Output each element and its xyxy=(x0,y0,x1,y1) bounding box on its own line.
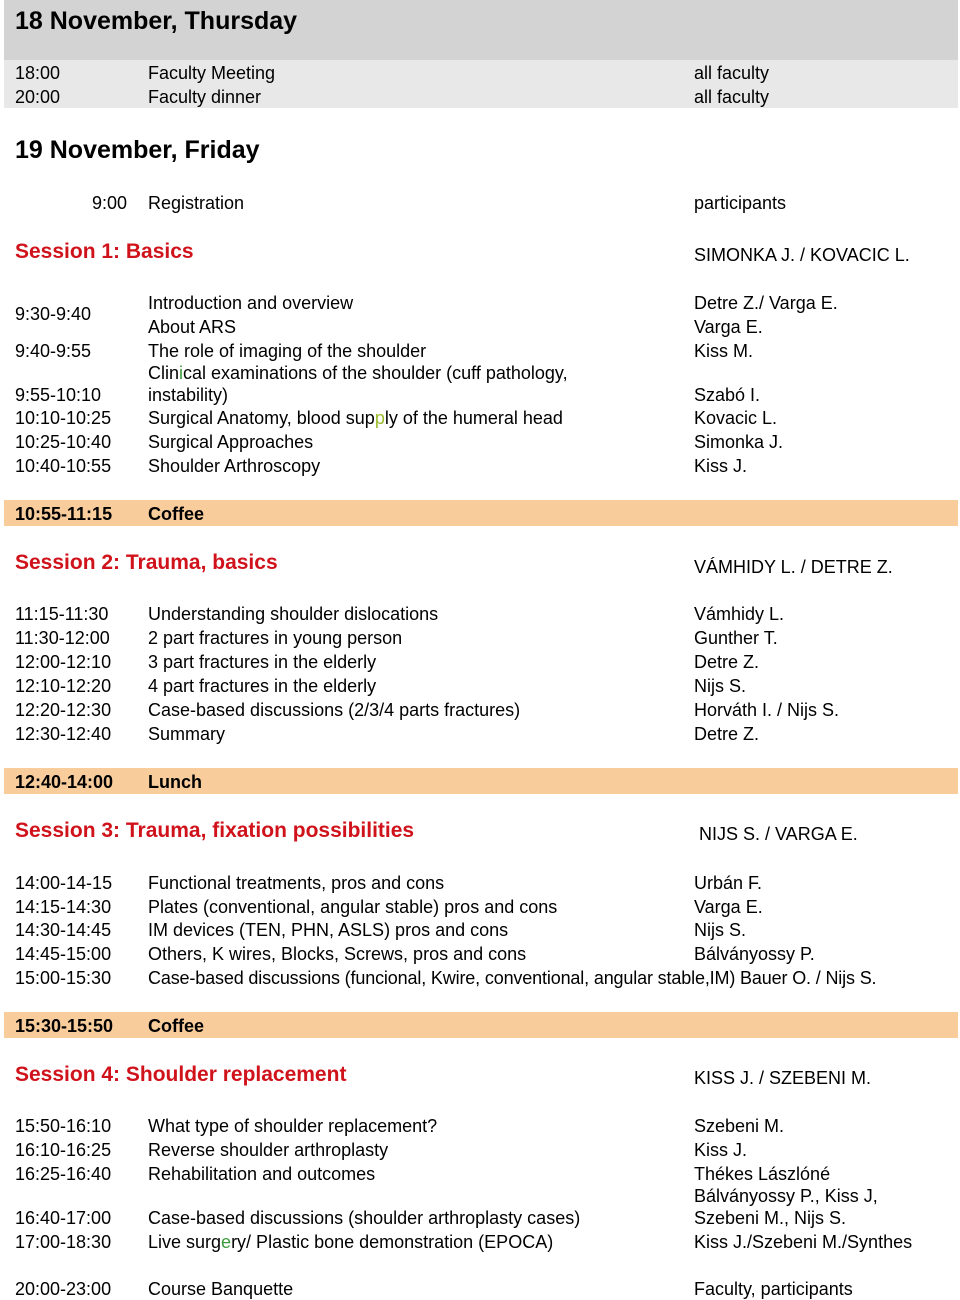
break-time: 15:30-15:50 xyxy=(15,1016,114,1036)
registration-title: Registration xyxy=(148,193,245,213)
session1-row-title: Shoulder Arthroscopy xyxy=(148,456,321,476)
session4-row-title: What type of shoulder replacement? xyxy=(148,1116,438,1136)
session2-title: Session 2: Trauma, basics xyxy=(15,551,278,574)
session4-chairs: KISS J. / SZEBENI M. xyxy=(694,1068,872,1088)
text-fragment-highlight: i xyxy=(179,363,184,383)
session1-row-time: 9:40-9:55 xyxy=(15,341,92,361)
session4-row-who-line2: Szebeni M., Nijs S. xyxy=(694,1208,847,1228)
session1-row-title-line2: instability) xyxy=(148,385,229,405)
session4-row-who: Kiss J./Szebeni M./Synthes xyxy=(694,1232,913,1252)
day1-row-who: all faculty xyxy=(694,63,770,83)
session1-chairs: SIMONKA J. / KOVACIC L. xyxy=(694,245,910,265)
session4-row-who: Szebeni M. xyxy=(694,1116,785,1136)
session1-row-time: 10:10-10:25 xyxy=(15,408,112,428)
session3-title: Session 3: Trauma, fixation possibilities xyxy=(15,819,415,842)
break-time: 10:55-11:15 xyxy=(15,504,113,524)
text-fragment: Clin xyxy=(148,363,180,383)
session3-row-title: Others, K wires, Blocks, Screws, pros and cons xyxy=(148,944,527,964)
session1-row-who: Szabó I. xyxy=(694,385,761,405)
session1-row-title: Introduction and overview xyxy=(148,293,354,313)
session2-row-title: Understanding shoulder dislocations xyxy=(148,604,439,624)
session1-row-title-line1 xyxy=(148,362,568,384)
text-fragment: ly of the humeral head xyxy=(384,408,563,428)
session1-row-who: Kiss M. xyxy=(694,341,754,361)
session1-row-time: 10:25-10:40 xyxy=(15,432,112,452)
session2-row-title: 2 part fractures in young person xyxy=(148,628,403,648)
session3-row-time: 14:45-15:00 xyxy=(15,944,112,964)
session3-row-title: Plates (conventional, angular stable) pros and cons xyxy=(148,897,558,917)
text-fragment: Live surg xyxy=(148,1232,222,1252)
session1-row-time: 9:55-10:10 xyxy=(15,385,102,405)
session4-row-who: Kiss J. xyxy=(694,1140,748,1160)
session4-row-time: 16:40-17:00 xyxy=(15,1208,112,1228)
session1-title: Session 1: Basics xyxy=(15,240,194,263)
session1-row-who: Detre Z./ Varga E. xyxy=(694,293,838,313)
session4-row-title xyxy=(148,1231,553,1253)
text-fragment-highlight: e xyxy=(221,1232,232,1252)
session3-row-who: Bálványossy P. xyxy=(694,944,815,964)
session2-row-title: Summary xyxy=(148,724,226,744)
session3-row-title: Functional treatments, pros and cons xyxy=(148,873,445,893)
session4-row-who-line1: Bálványossy P., Kiss J, xyxy=(694,1186,878,1206)
session2-row-who: Horváth I. / Nijs S. xyxy=(694,700,840,720)
session4-row-who: Thékes Lászlóné xyxy=(694,1164,831,1184)
text-fragment: cal examinations of the shoulder (cuff pathology, xyxy=(183,363,568,383)
day2-heading: 19 November, Friday xyxy=(15,136,260,164)
session2-row-title: Case-based discussions (2/3/4 parts fractures) xyxy=(148,700,521,720)
session3-row-time: 15:00-15:30 xyxy=(15,968,112,988)
session1-row-time: 9:30-9:40 xyxy=(15,304,92,324)
session3-row-title: Case-based discussions (funcional, Kwire, conventional, angular stable,IM) Bauer O. / Nijs S. xyxy=(148,968,877,988)
day1-row-time: 20:00 xyxy=(15,87,61,107)
session3-row-time: 14:30-14:45 xyxy=(15,920,112,940)
text-fragment: Surgical Anatomy, blood sup xyxy=(148,408,375,428)
session2-row-who: Gunther T. xyxy=(694,628,778,648)
session2-row-who: Nijs S. xyxy=(694,676,747,696)
text-fragment: ry/ Plastic bone demonstration (EPOCA) xyxy=(231,1232,554,1252)
break-time: 12:40-14:00 xyxy=(15,772,114,792)
session2-row-title: 4 part fractures in the elderly xyxy=(148,676,377,696)
session2-row-who: Detre Z. xyxy=(694,652,760,672)
banquet-who: Faculty, participants xyxy=(694,1279,853,1299)
session3-row-time: 14:15-14:30 xyxy=(15,897,112,917)
session1-row-title: Surgical Approaches xyxy=(148,432,314,452)
session3-row-who: Varga E. xyxy=(694,897,763,917)
session2-row-who: Detre Z. xyxy=(694,724,760,744)
session1-row-title xyxy=(148,407,563,429)
day1-row-time: 18:00 xyxy=(15,63,61,83)
session1-row-title: The role of imaging of the shoulder xyxy=(148,341,427,361)
banquet-time: 20:00-23:00 xyxy=(15,1279,112,1299)
session4-title: Session 4: Shoulder replacement xyxy=(15,1063,347,1086)
day1-row-who: all faculty xyxy=(694,87,770,107)
session2-row-time: 12:00-12:10 xyxy=(15,652,112,672)
session1-row-who: Kovacic L. xyxy=(694,408,778,428)
session4-row-title: Rehabilitation and outcomes xyxy=(148,1164,376,1184)
banquet-title: Course Banquette xyxy=(148,1279,294,1299)
session4-row-title: Case-based discussions (shoulder arthroplasty cases) xyxy=(148,1208,581,1228)
session4-row-time: 16:10-16:25 xyxy=(15,1140,112,1160)
session3-row-title: IM devices (TEN, PHN, ASLS) pros and cons xyxy=(148,920,509,940)
session2-chairs: VÁMHIDY L. / DETRE Z. xyxy=(694,557,893,577)
session4-row-time: 17:00-18:30 xyxy=(15,1232,112,1252)
session1-row-time: 10:40-10:55 xyxy=(15,456,112,476)
session4-row-time: 16:25-16:40 xyxy=(15,1164,112,1184)
session3-chairs: NIJS S. / VARGA E. xyxy=(699,824,858,844)
session2-row-title: 3 part fractures in the elderly xyxy=(148,652,377,672)
session4-row-title: Reverse shoulder arthroplasty xyxy=(148,1140,389,1160)
session2-row-time: 11:15-11:30 xyxy=(15,604,109,624)
text-fragment-highlight: p xyxy=(374,408,385,428)
break-title: Coffee xyxy=(148,504,205,524)
session1-row-title: About ARS xyxy=(148,317,237,337)
day1-row-title: Faculty Meeting xyxy=(148,63,276,83)
day1-heading: 18 November, Thursday xyxy=(15,7,298,35)
session1-row-who: Simonka J. xyxy=(694,432,784,452)
session1-row-who: Varga E. xyxy=(694,317,763,337)
registration-who: participants xyxy=(694,193,787,213)
session3-row-who: Nijs S. xyxy=(694,920,747,940)
session2-row-time: 12:30-12:40 xyxy=(15,724,112,744)
session2-row-who: Vámhidy L. xyxy=(694,604,785,624)
registration-time: 9:00 xyxy=(92,193,128,213)
day1-row-title: Faculty dinner xyxy=(148,87,262,107)
session3-row-time: 14:00-14-15 xyxy=(15,873,113,893)
session2-row-time: 12:10-12:20 xyxy=(15,676,112,696)
session4-row-time: 15:50-16:10 xyxy=(15,1116,112,1136)
break-title: Lunch xyxy=(148,772,202,792)
session1-row-who: Kiss J. xyxy=(694,456,748,476)
session2-row-time: 11:30-12:00 xyxy=(15,628,110,648)
session3-row-who: Urbán F. xyxy=(694,873,763,893)
break-title: Coffee xyxy=(148,1016,205,1036)
session2-row-time: 12:20-12:30 xyxy=(15,700,112,720)
